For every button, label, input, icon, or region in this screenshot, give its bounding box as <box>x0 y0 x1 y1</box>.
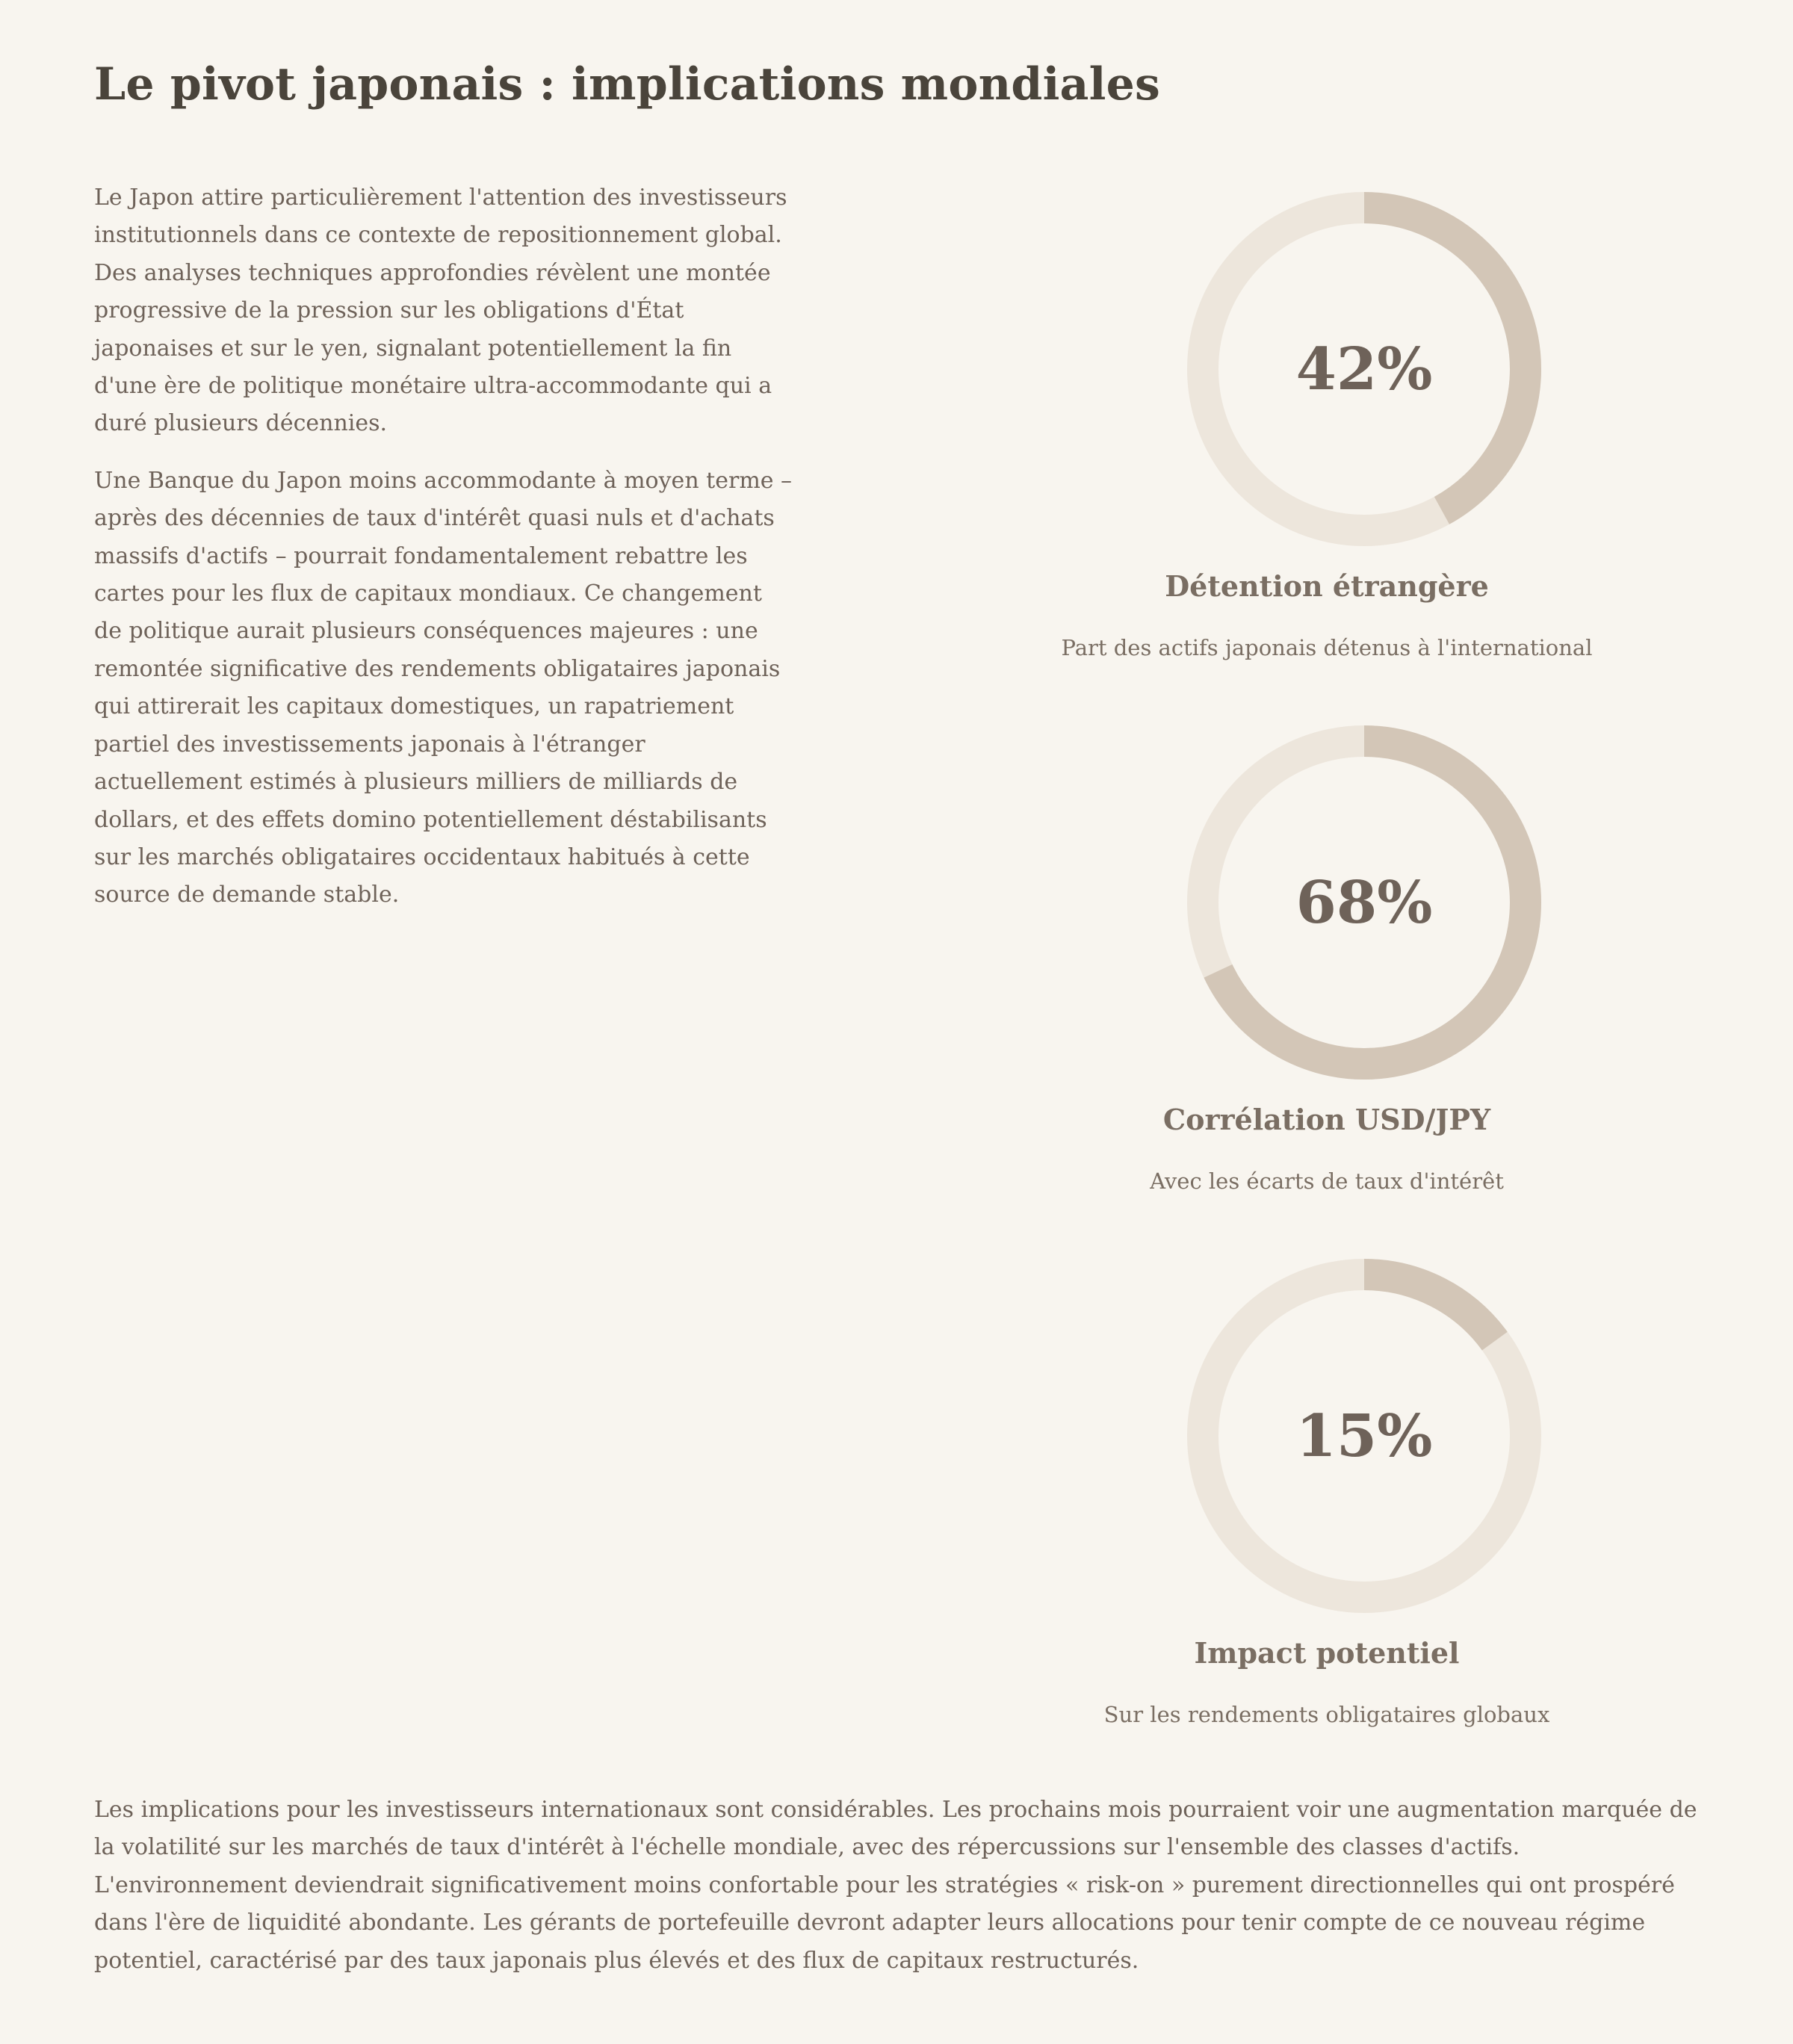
stat-value: 15% <box>1295 1402 1433 1470</box>
article-paragraph-2: Une Banque du Japon moins accommodante à moyen terme – après des décennies de taux d'intérêt quasi nuls et d'achats massifs d'actifs – pourrait fondamentalement rebattre les cartes pour les flux de capitaux mondiaux. Ce changement de politique aurait plusieurs conséquences majeures : une remontée significative des rendements obligataires japonais qui attirerait les capitaux domestiques, un rapatriement partiel des investissements japonais à l'étranger actuellement estimés à plusieurs milliers de milliards de dollars, et des effets domino potentiellement déstabilisants sur les marchés obligataires occidentaux habitués à cette source de demande stable. <box>94 467 793 908</box>
progress-ring <box>1185 1257 1543 1615</box>
stat-value: 42% <box>1295 335 1433 403</box>
article-conclusion: Les implications pour les investisseurs internationaux sont considérables. Les prochains mois pourraient voir une augmentation marquée de la volatilité sur les marchés de taux d'intérêt à l'échelle mondiale, avec des répercussions sur l'ensemble des classes d'actifs. L'environnement deviendrait significativement moins confortable pour les stratégies « risk-on » purement directionnelles qui ont prospéré dans l'ère de liquidité abondante. Les gérants de portefeuille devront adapter leurs allocations pour tenir compte de ce nouveau régime potentiel, caractérisé par des taux japonais plus élevés et des flux de capitaux restructurés. <box>94 1797 1697 1974</box>
stat-potential-impact <box>953 1240 1700 1774</box>
progress-ring <box>1185 190 1543 548</box>
stats-column <box>953 173 1700 1774</box>
stat-title: Corrélation USD/JPY <box>1162 1103 1491 1136</box>
stat-usd-jpy-correlation <box>953 707 1700 1240</box>
page-title: Le pivot japonais : implications mondiales <box>94 58 1160 111</box>
stat-foreign-holdings <box>953 173 1700 707</box>
stat-title: Impact potentiel <box>1194 1636 1460 1670</box>
article-paragraph-1: Le Japon attire particulièrement l'attention des investisseurs institutionnels dans ce contexte de repositionnement global. Des analyses techniques approfondies révèlent une montée progressive de la pression sur les obligations d'État japonaises et sur le yen, signalant potentiellement la fin d'une ère de politique monétaire ultra-accommodante qui a duré plusieurs décennies. <box>94 185 787 437</box>
article-body <box>94 179 796 934</box>
stat-title: Détention étrangère <box>1165 569 1489 603</box>
stat-description: Avec les écarts de taux d'intérêt <box>1150 1168 1504 1194</box>
stat-description: Sur les rendements obligataires globaux <box>1103 1702 1550 1727</box>
stat-value: 68% <box>1295 868 1433 937</box>
progress-ring <box>1185 723 1543 1082</box>
stat-description: Part des actifs japonais détenus à l'international <box>1061 635 1593 660</box>
